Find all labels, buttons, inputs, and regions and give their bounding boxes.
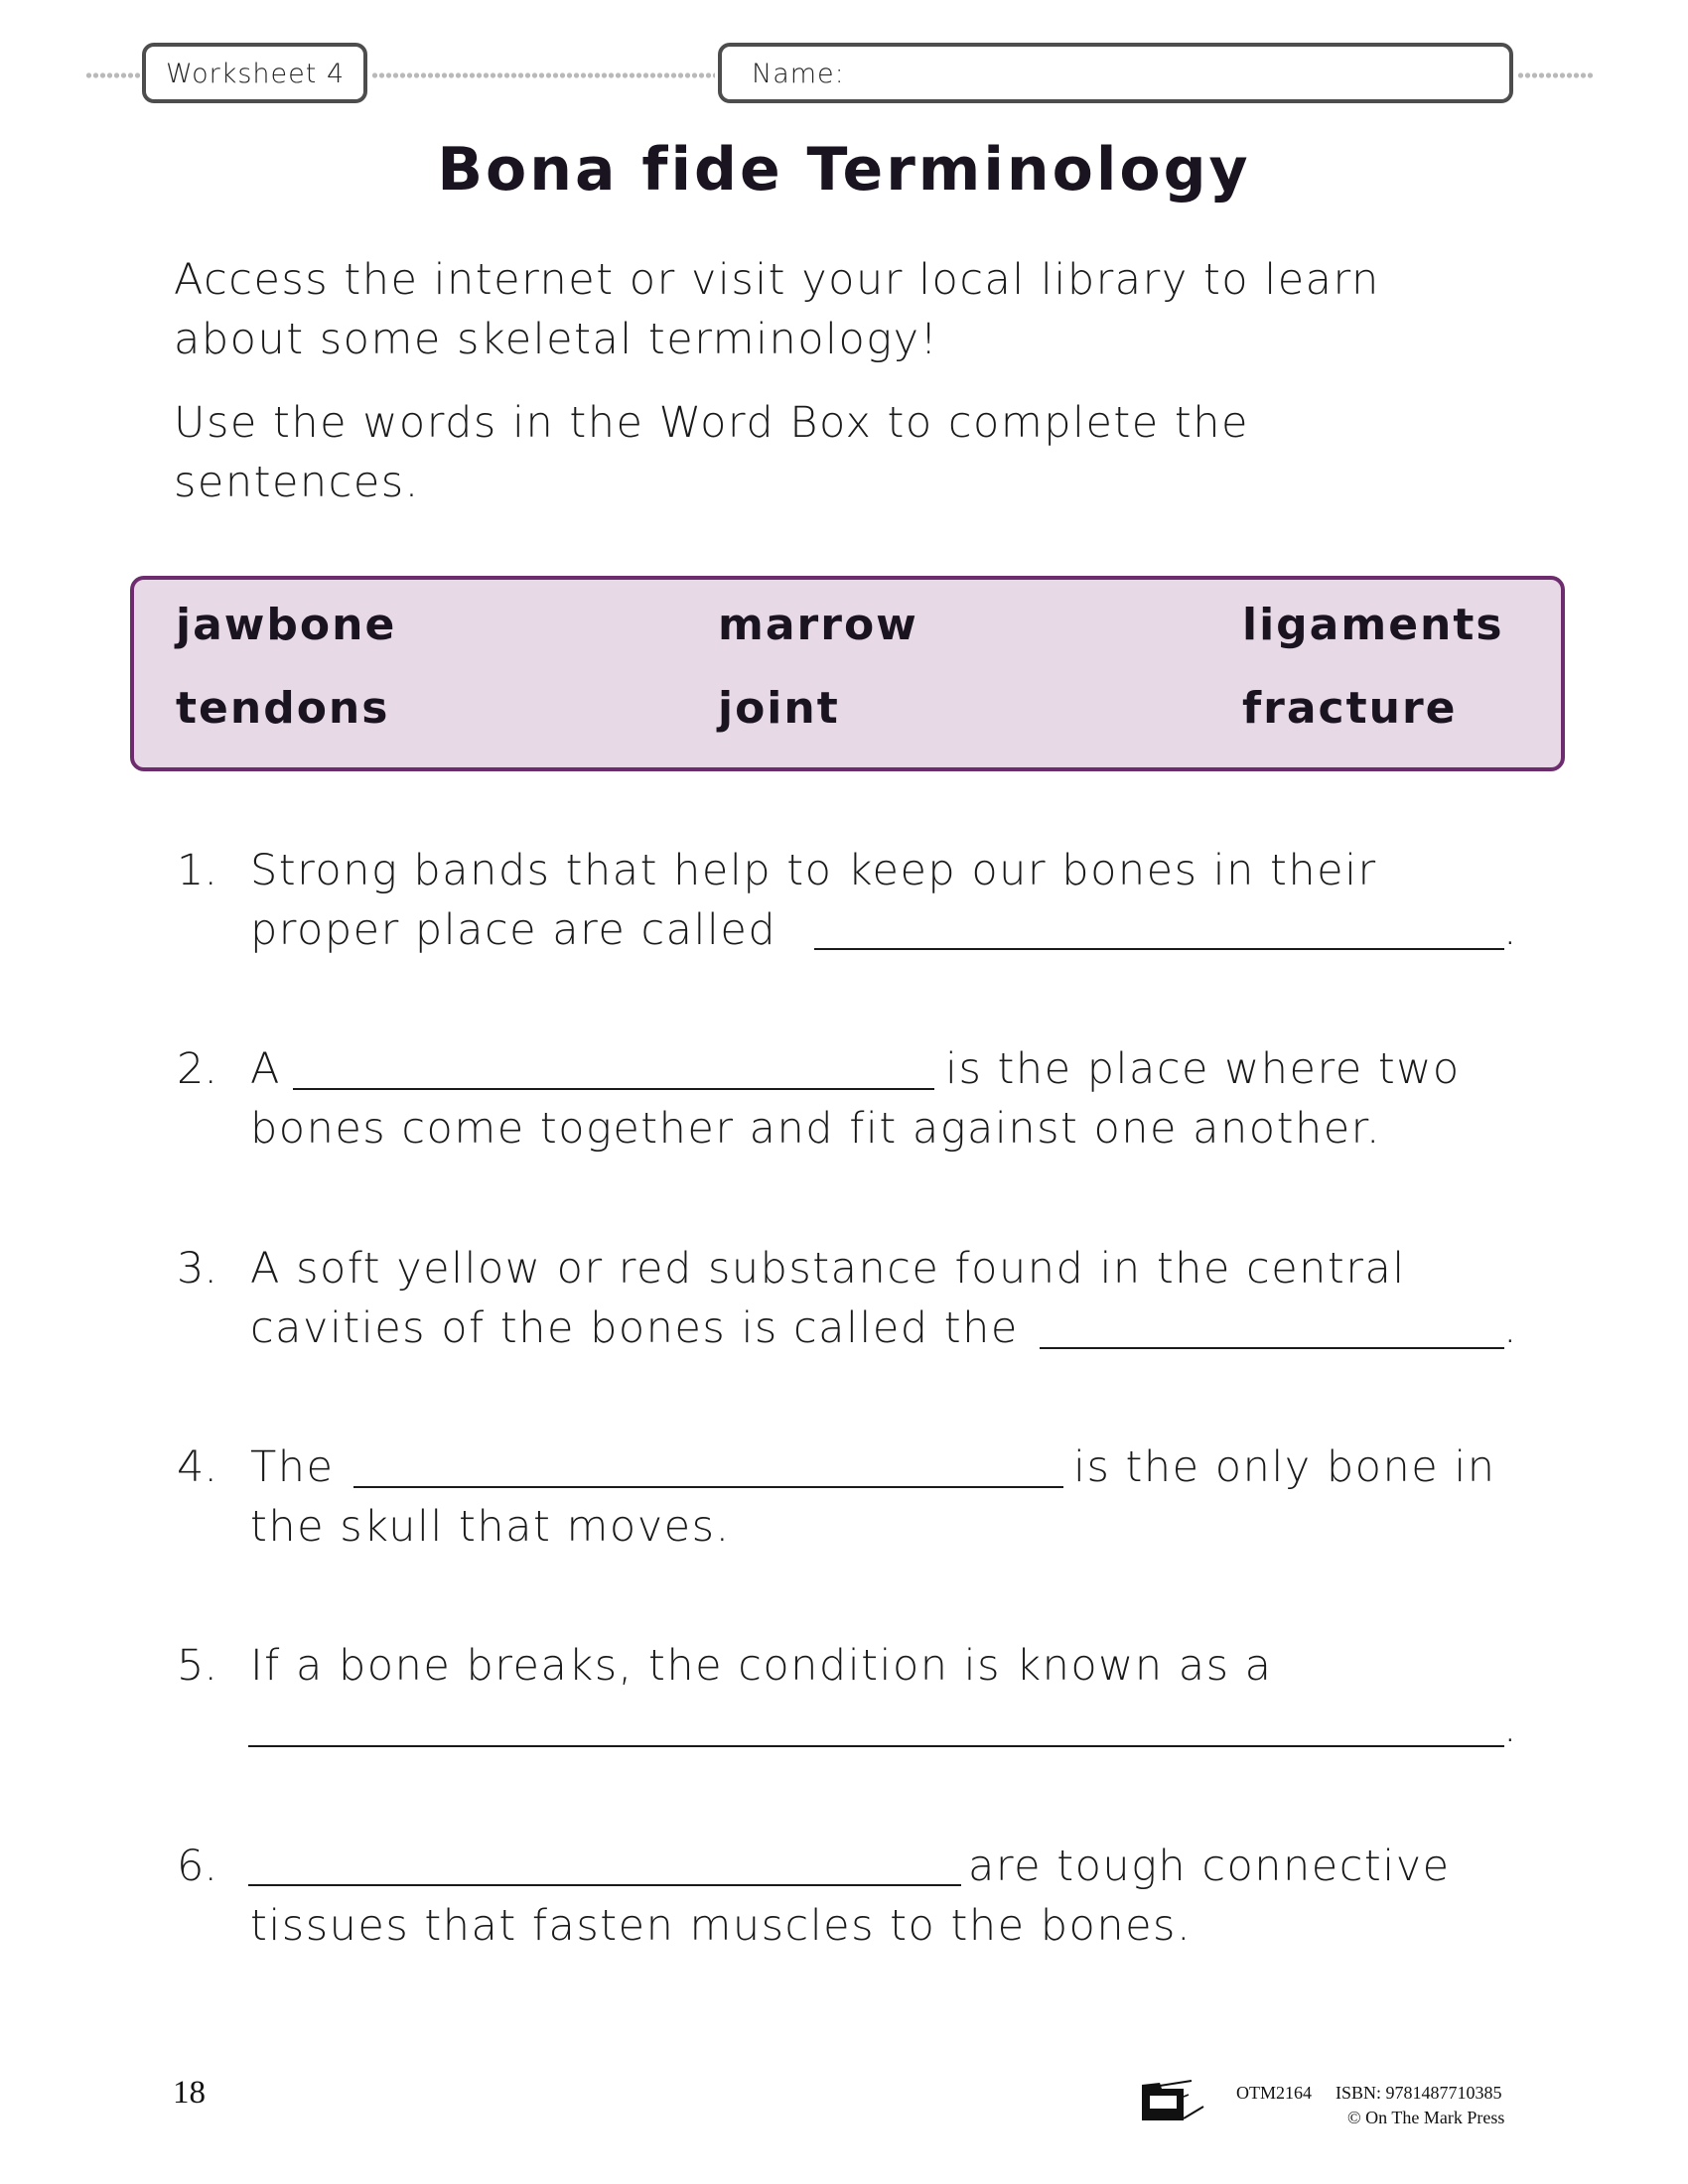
question-text: the skull that moves. [250, 1502, 731, 1552]
name-field[interactable] [718, 43, 1513, 103]
answer-blank-4[interactable] [353, 1486, 1063, 1488]
header-dotted-rule-middle [371, 72, 715, 78]
page-title: Bona fide Terminology [437, 135, 1251, 205]
isbn: ISBN: 9781487710385 [1336, 2083, 1502, 2103]
intro-paragraph-2 [174, 393, 1465, 512]
question-text: are tough connective [968, 1842, 1451, 1891]
question-text: A [250, 1044, 281, 1094]
question-text: If a bone breaks, the condition is known as a [250, 1641, 1273, 1691]
question-number: 3. [177, 1244, 218, 1294]
question-text: tissues that fasten muscles to the bones. [250, 1901, 1193, 1951]
word-box-word: fracture [1242, 683, 1458, 734]
worksheet-label: Worksheet 4 [166, 59, 346, 89]
answer-blank-5[interactable] [248, 1745, 1504, 1747]
word-box-word: ligaments [1242, 600, 1504, 650]
page-number: 18 [173, 2075, 206, 2111]
intro-paragraph-2-line-2: sentences. [174, 458, 420, 507]
name-label: Name: [752, 59, 845, 89]
question-text: The [250, 1442, 335, 1492]
answer-blank-6[interactable] [248, 1884, 961, 1886]
question-text: is the place where two [945, 1044, 1461, 1094]
question-number: 4. [177, 1442, 218, 1492]
question-text: cavities of the bones is called the [250, 1303, 1019, 1353]
question-text: proper place are called [250, 905, 777, 955]
word-box-word: marrow [718, 600, 918, 650]
worksheet-label-box [142, 43, 367, 103]
question-number: 6. [177, 1842, 218, 1891]
question-number: 1. [177, 846, 218, 895]
header-dotted-rule-left [85, 72, 141, 78]
answer-blank-2[interactable] [293, 1088, 934, 1090]
question-period: . [1503, 905, 1517, 955]
product-code: OTM2164 [1236, 2083, 1312, 2103]
intro-paragraph-1-line-1: Access the internet or visit your local library to learn [174, 255, 1380, 305]
word-box-word: joint [718, 683, 840, 734]
question-text: A soft yellow or red substance found in the central [250, 1244, 1406, 1294]
copier-icon [1140, 2079, 1221, 2122]
word-box-word: jawbone [176, 600, 397, 650]
question-period: . [1503, 1303, 1517, 1353]
word-box [130, 576, 1565, 771]
question-number: 5. [177, 1641, 218, 1691]
header-dotted-rule-right [1517, 72, 1593, 78]
question-period: . [1503, 1703, 1517, 1752]
question-text: Strong bands that help to keep our bones in their [250, 846, 1377, 895]
question-number: 2. [177, 1044, 218, 1094]
intro-paragraph-2-line-1: Use the words in the Word Box to complete the [174, 398, 1249, 448]
copyright: © On The Mark Press [1347, 2108, 1505, 2127]
answer-blank-3[interactable] [1040, 1347, 1504, 1349]
question-text: bones come together and fit against one another. [250, 1104, 1382, 1154]
intro-paragraph-1 [174, 250, 1465, 369]
answer-blank-1[interactable] [814, 948, 1504, 950]
question-text: is the only bone in [1073, 1442, 1496, 1492]
intro-paragraph-1-line-2: about some skeletal terminology! [174, 315, 939, 364]
word-box-word: tendons [176, 683, 390, 734]
